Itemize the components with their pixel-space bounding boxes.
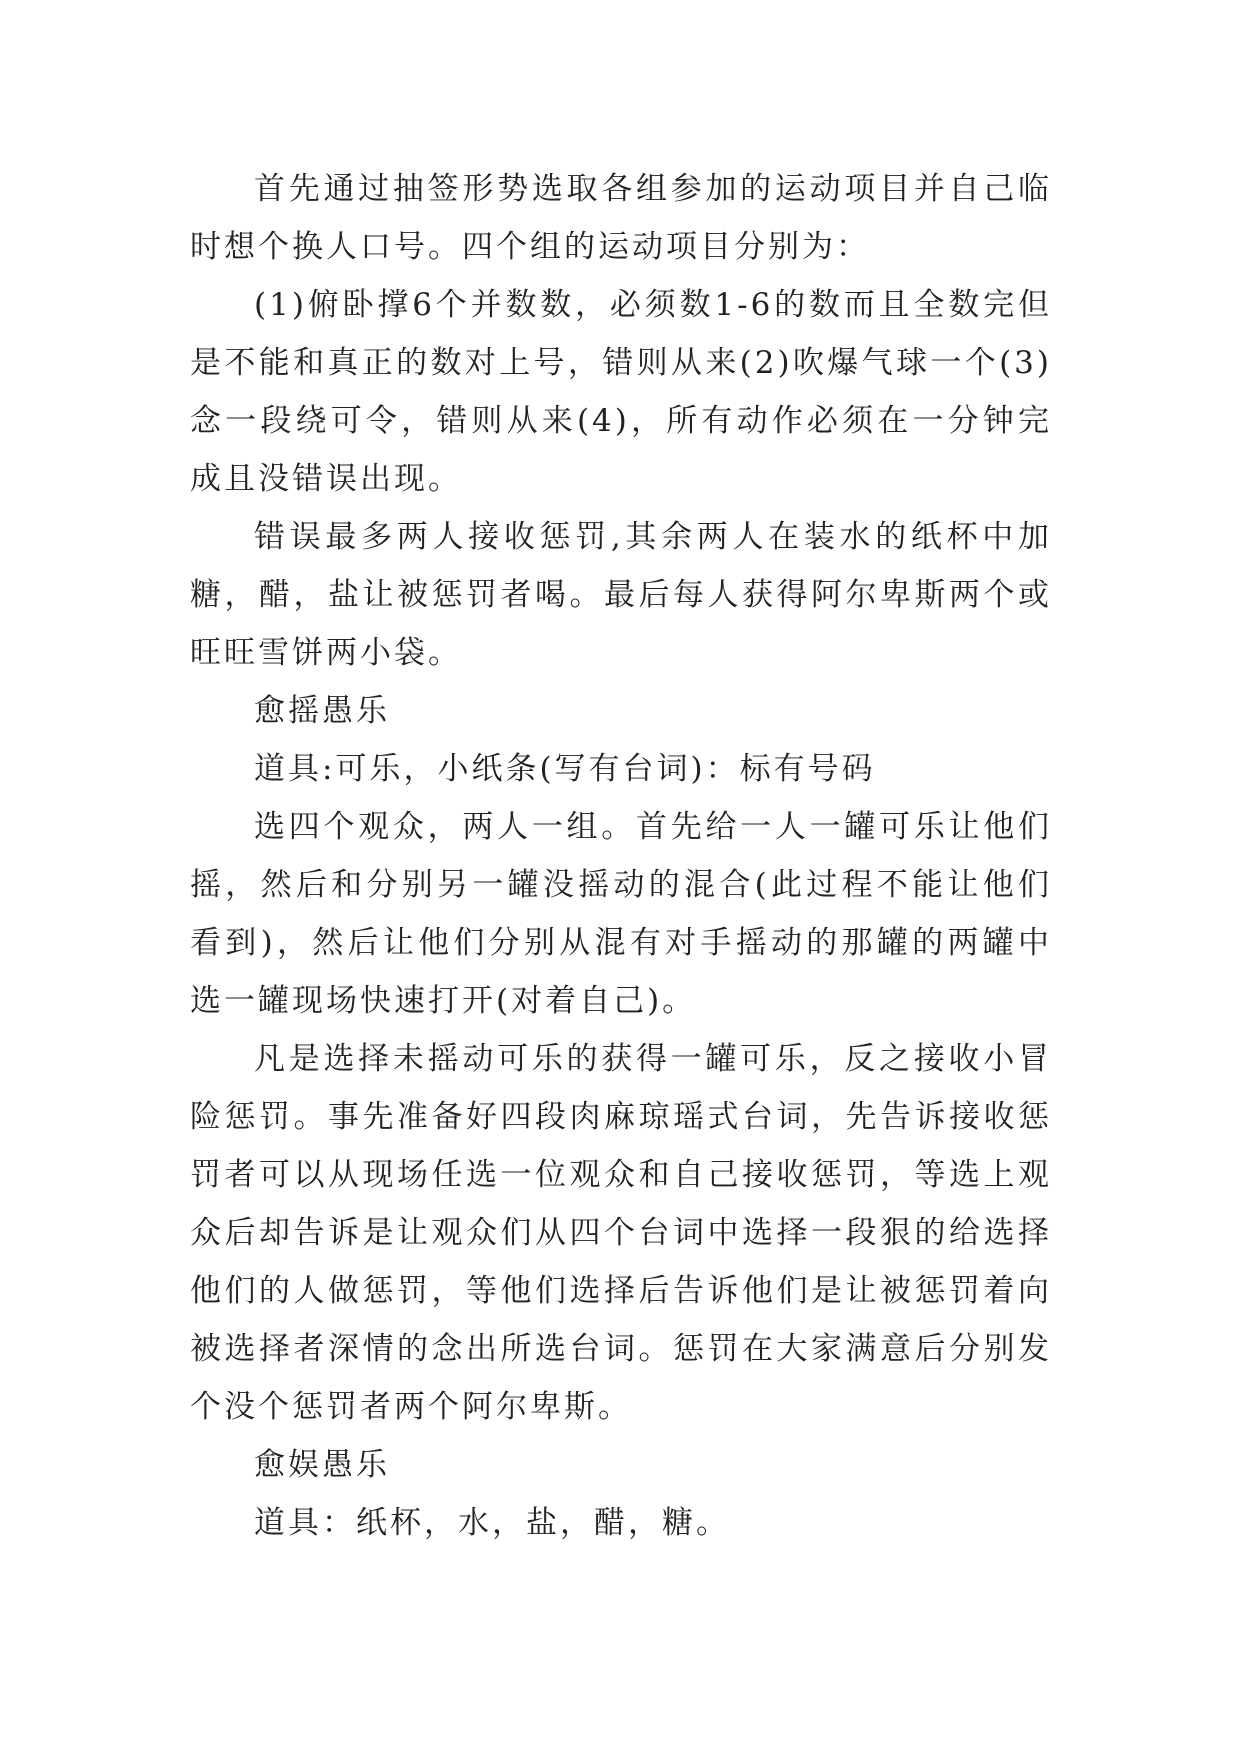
- paragraph-penalty-rules: 错误最多两人接收惩罚,其余两人在装水的纸杯中加糖，醋，盐让被惩罚者喝。最后每人获得阿尔卑斯两个或旺旺雪饼两小袋。: [190, 519, 1052, 671]
- document-body: [190, 160, 1052, 1552]
- paragraph-draw-lots-intro: 首先通过抽签形势选取各组参加的运动项目并自己临时想个换人口号。四个组的运动项目分别为：: [190, 171, 1052, 265]
- paragraph-props-entertainment-game: 道具：纸杯，水，盐，醋，糖。: [254, 1505, 730, 1541]
- paragraph-shake-game-procedure: 选四个观众，两人一组。首先给一人一罐可乐让他们摇，然后和分别另一罐没摇动的混合(此过程不能让他们看到)，然后让他们分别从混有对手摇动的那罐的两罐中选一罐现场快速打开(对着自己)。: [190, 809, 1052, 1019]
- paragraph-shake-game-penalty: 凡是选择未摇动可乐的获得一罐可乐，反之接收小冒险惩罚。事先准备好四段肉麻琼瑶式台词，先告诉接收惩罚者可以从现场任选一位观众和自己接收惩罚，等选上观众后却告诉是让观众们从四个台词中选择一段狠的给选择他们的人做惩罚，等他们选择后告诉他们是让被惩罚着向被选择者深情的念出所选台词。惩罚在大家满意后分别发个没个惩罚者两个阿尔卑斯。: [190, 1041, 1052, 1425]
- section-heading-entertainment-game: 愈娱愚乐: [254, 1447, 390, 1483]
- paragraph-props-shake-game: 道具:可乐，小纸条(写有台词)：标有号码: [254, 751, 876, 787]
- paragraph-activities-list: (1)俯卧撑6个并数数，必须数1-6的数而且全数完但是不能和真正的数对上号，错则从来(2)吹爆气球一个(3)念一段绕可令，错则从来(4)，所有动作必须在一分钟完成且没错误出现。: [190, 287, 1052, 497]
- section-heading-shake-game: 愈摇愚乐: [254, 693, 390, 729]
